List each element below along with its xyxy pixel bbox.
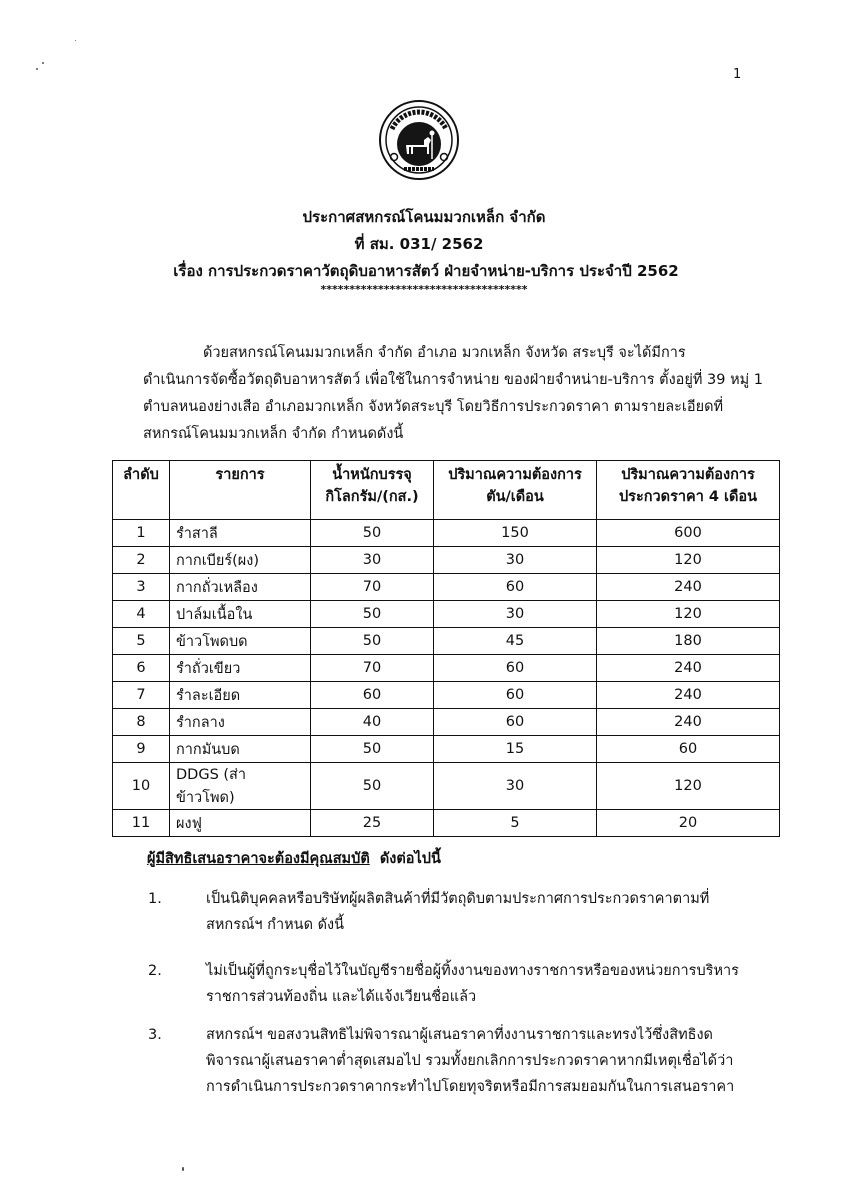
header-no bbox=[113, 461, 170, 520]
table-row bbox=[113, 736, 780, 763]
row-monthly: 150 bbox=[434, 520, 597, 547]
row-monthly: 60 bbox=[434, 682, 597, 709]
row-weight: 25 bbox=[311, 810, 434, 837]
row-weight: 50 bbox=[311, 628, 434, 655]
row-monthly: 30 bbox=[434, 547, 597, 574]
row-item: รำถั่วเขียว bbox=[170, 655, 311, 682]
announcement-subject: เรื่อง การประกวดราคาวัตถุดิบอาหารสัตว์ ฝ่ายจำหน่าย-บริการ ประจำปี 2562 bbox=[173, 262, 679, 280]
row-weight: 30 bbox=[311, 547, 434, 574]
intro-line: ตำบลหนองย่างเสือ อำเภอมวกเหล็ก จังหวัดสระบุรี โดยวิธีการประกวดราคา ตามรายละเอียดที่ bbox=[143, 399, 724, 415]
intro-line: ด้วยสหกรณ์โคนมมวกเหล็ก จำกัด อำเภอ มวกเหล็ก จังหวัด สระบุรี จะได้มีการ bbox=[203, 345, 686, 361]
table-row bbox=[113, 810, 780, 837]
row-number: 10 bbox=[113, 763, 170, 810]
row-weight: 50 bbox=[311, 520, 434, 547]
separator-stars: ************************************ bbox=[320, 283, 528, 296]
row-monthly: 30 bbox=[434, 763, 597, 810]
table-row bbox=[113, 709, 780, 736]
qualification-line: การดำเนินการประกวดราคากระทำไปโดยทุจริตหรือมีการสมยอมกันในการเสนอราคา bbox=[206, 1079, 735, 1095]
row-number: 7 bbox=[113, 682, 170, 709]
row-four-months: 120 bbox=[597, 763, 780, 810]
row-item: กากถั่วเหลือง bbox=[170, 574, 311, 601]
row-monthly: 30 bbox=[434, 601, 597, 628]
row-item: รำสาลี bbox=[170, 520, 311, 547]
scan-speck bbox=[182, 1167, 184, 1171]
intro-line: ดำเนินการจัดซื้อวัตถุดิบอาหารสัตว์ เพื่อใช้ในการจำหน่าย ของฝ่ายจำหน่าย-บริการ ตั้งอยู่ที่ 39 หมู่ 1 bbox=[143, 372, 764, 388]
header-four-months-line1: ปริมาณความต้องการ bbox=[621, 467, 755, 483]
row-monthly: 15 bbox=[434, 736, 597, 763]
qualification-line: ไม่เป็นผู้ที่ถูกระบุชื่อไว้ในบัญชีรายชื่อผู้ทิ้งงานของทางราชการหรือของหน่วยการบริหาร bbox=[206, 963, 739, 979]
cooperative-seal-icon bbox=[378, 99, 460, 181]
header-item bbox=[170, 461, 311, 520]
page-number: 1 bbox=[733, 67, 742, 82]
qualification-line: พิจารณาผู้เสนอราคาต่ำสุดเสมอไป รวมทั้งยกเลิกการประกวดราคาหากมีเหตุเชื่อได้ว่า bbox=[206, 1053, 734, 1069]
row-weight: 50 bbox=[311, 601, 434, 628]
qualification-number: 2. bbox=[148, 963, 162, 979]
row-number: 6 bbox=[113, 655, 170, 682]
header-monthly-line2: ตัน/เดือน bbox=[486, 489, 544, 505]
header-weight-line2: กิโลกรัม/(กส.) bbox=[325, 489, 419, 505]
row-four-months: 240 bbox=[597, 709, 780, 736]
row-number: 8 bbox=[113, 709, 170, 736]
row-four-months: 600 bbox=[597, 520, 780, 547]
row-weight: 40 bbox=[311, 709, 434, 736]
row-item: รำละเอียด bbox=[170, 682, 311, 709]
header-four-months-line2: ประกวดราคา 4 เดือน bbox=[618, 489, 758, 505]
qualifications-title-rest: ดังต่อไปนี้ bbox=[379, 851, 441, 867]
row-four-months: 60 bbox=[597, 736, 780, 763]
table-row bbox=[113, 763, 780, 810]
row-monthly: 60 bbox=[434, 709, 597, 736]
row-number: 4 bbox=[113, 601, 170, 628]
row-number: 3 bbox=[113, 574, 170, 601]
header-monthly-line1: ปริมาณความต้องการ bbox=[448, 467, 582, 483]
row-item: ผงฟู bbox=[170, 810, 311, 837]
scan-speck bbox=[42, 62, 44, 64]
row-item: กากเบียร์(ผง) bbox=[170, 547, 311, 574]
row-item: กากมันบด bbox=[170, 736, 311, 763]
qualifications-title bbox=[147, 847, 441, 870]
header-weight bbox=[311, 461, 434, 520]
row-four-months: 240 bbox=[597, 655, 780, 682]
row-item: ปาล์มเนื้อใน bbox=[170, 601, 311, 628]
row-weight: 70 bbox=[311, 655, 434, 682]
row-number: 9 bbox=[113, 736, 170, 763]
table-row bbox=[113, 628, 780, 655]
table-header-row bbox=[113, 461, 780, 520]
row-number: 5 bbox=[113, 628, 170, 655]
row-weight: 60 bbox=[311, 682, 434, 709]
header-weight-line1: น้ำหนักบรรจุ bbox=[332, 467, 412, 483]
row-four-months: 180 bbox=[597, 628, 780, 655]
qualification-line: เป็นนิติบุคคลหรือบริษัทผู้ผลิตสินค้าที่มีวัตถุดิบตามประกาศการประกวดราคาตามที่ bbox=[206, 891, 710, 907]
table-row bbox=[113, 655, 780, 682]
row-four-months: 120 bbox=[597, 547, 780, 574]
qualification-number: 3. bbox=[148, 1027, 162, 1043]
qualification-line: สหกรณ์ฯ กำหนด ดังนี้ bbox=[206, 917, 345, 933]
row-item: DDGS (ส่าข้าวโพด) bbox=[170, 763, 311, 810]
row-weight: 70 bbox=[311, 574, 434, 601]
announcement-number: ที่ สม. 031/ 2562 bbox=[354, 235, 484, 253]
row-number: 1 bbox=[113, 520, 170, 547]
table-row bbox=[113, 574, 780, 601]
scan-speck bbox=[75, 40, 76, 41]
header-four-months bbox=[597, 461, 780, 520]
table-row bbox=[113, 547, 780, 574]
row-weight: 50 bbox=[311, 763, 434, 810]
qualification-line: สหกรณ์ฯ ขอสงวนสิทธิไม่พิจารณาผู้เสนอราคาที่งงานราชการและทรงไว้ซึ่งสิทธิงด bbox=[206, 1027, 713, 1043]
row-four-months: 20 bbox=[597, 810, 780, 837]
row-monthly: 5 bbox=[434, 810, 597, 837]
row-four-months: 240 bbox=[597, 682, 780, 709]
row-item: ข้าวโพดบด bbox=[170, 628, 311, 655]
row-four-months: 240 bbox=[597, 574, 780, 601]
row-four-months: 120 bbox=[597, 601, 780, 628]
table-row bbox=[113, 682, 780, 709]
row-monthly: 45 bbox=[434, 628, 597, 655]
header-no-label: ลำดับ bbox=[123, 467, 159, 483]
table-row bbox=[113, 520, 780, 547]
header-item-label: รายการ bbox=[215, 467, 265, 483]
row-monthly: 60 bbox=[434, 655, 597, 682]
row-weight: 50 bbox=[311, 736, 434, 763]
qualifications-title-underlined: ผู้มีสิทธิเสนอราคาจะต้องมีคุณสมบัติ bbox=[147, 851, 370, 867]
announcement-title: ประกาศสหกรณ์โคนมมวกเหล็ก จำกัด bbox=[302, 208, 546, 226]
row-monthly: 60 bbox=[434, 574, 597, 601]
row-item: รำกลาง bbox=[170, 709, 311, 736]
intro-paragraph bbox=[143, 340, 764, 448]
row-number: 11 bbox=[113, 810, 170, 837]
table-row bbox=[113, 601, 780, 628]
qualification-line: ราชการส่วนท้องถิ่น และได้แจ้งเวียนชื่อแล้ว bbox=[206, 989, 477, 1005]
qualification-number: 1. bbox=[148, 891, 162, 907]
row-number: 2 bbox=[113, 547, 170, 574]
intro-line: สหกรณ์โคนมมวกเหล็ก จำกัด กำหนดดังนี้ bbox=[143, 426, 404, 442]
requirements-table bbox=[112, 460, 780, 837]
scan-speck bbox=[36, 68, 38, 70]
header-monthly bbox=[434, 461, 597, 520]
